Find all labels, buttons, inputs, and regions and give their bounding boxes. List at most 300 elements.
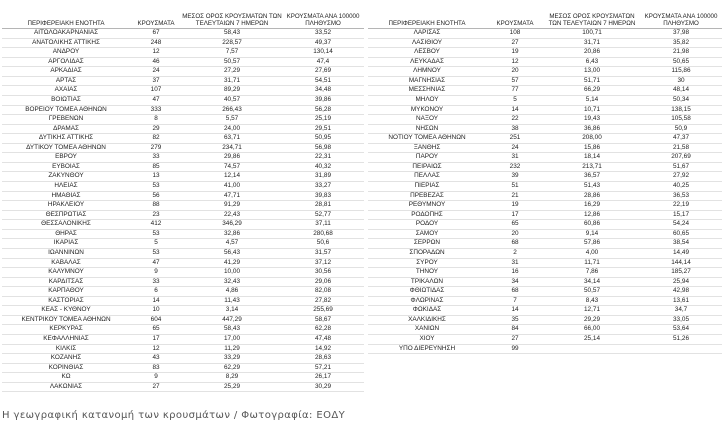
- table-row: [2, 344, 364, 354]
- cases-cell: 24: [486, 143, 544, 153]
- header-cases: ΚΡΟΥΣΜΑΤΑ: [130, 2, 182, 29]
- avg-7-days-cell: 12,71: [544, 306, 640, 316]
- per-100k-cell: 138,15: [640, 105, 722, 115]
- cases-cell: 51: [486, 182, 544, 192]
- table-row: [368, 29, 722, 39]
- table-row: [2, 258, 364, 268]
- avg-7-days-cell: 32,43: [182, 277, 282, 287]
- per-100k-cell: 51,67: [640, 162, 722, 172]
- table-row: [368, 172, 722, 182]
- table-row: [2, 287, 364, 297]
- region-cell: ΠΕΙΡΑΙΩΣ: [368, 162, 486, 172]
- avg-7-days-cell: 66,29: [544, 86, 640, 96]
- region-cell: ΚΑΛΥΜΝΟΥ: [2, 268, 130, 278]
- per-100k-cell: 29,51: [282, 124, 364, 134]
- region-cell: ΡΟΔΟΠΗΣ: [368, 210, 486, 220]
- cases-cell: 38: [486, 124, 544, 134]
- cases-cell: 10: [130, 306, 182, 316]
- region-cell: ΚΩ: [2, 373, 130, 383]
- table-row: [2, 86, 364, 96]
- region-cell: ΜΕΣΣΗΝΙΑΣ: [368, 86, 486, 96]
- table-row: [368, 306, 722, 316]
- table-row: [368, 325, 722, 335]
- table-row: [368, 258, 722, 268]
- cases-cell: 16: [486, 268, 544, 278]
- cases-cell: 27: [486, 38, 544, 48]
- cases-cell: 88: [130, 201, 182, 211]
- table-row: [2, 124, 364, 134]
- avg-7-days-cell: 9,14: [544, 229, 640, 239]
- cases-cell: 33: [130, 277, 182, 287]
- avg-7-days-cell: 63,71: [182, 134, 282, 144]
- region-cell: ΑΝΑΤΟΛΙΚΗΣ ΑΤΤΙΚΗΣ: [2, 38, 130, 48]
- avg-7-days-cell: 51,43: [544, 182, 640, 192]
- cases-cell: 20: [486, 229, 544, 239]
- per-100k-cell: 37,11: [282, 220, 364, 230]
- table-row: [368, 162, 722, 172]
- avg-7-days-cell: 57,86: [544, 239, 640, 249]
- region-cell: ΘΕΣΠΡΩΤΙΑΣ: [2, 210, 130, 220]
- per-100k-cell: 60,65: [640, 229, 722, 239]
- table-row: [368, 296, 722, 306]
- region-cell: ΛΕΥΚΑΔΑΣ: [368, 57, 486, 67]
- cases-cell: 107: [130, 86, 182, 96]
- cases-cell: 19: [486, 48, 544, 58]
- table-row: [2, 335, 364, 345]
- cases-cell: 14: [130, 296, 182, 306]
- cases-cell: 68: [486, 239, 544, 249]
- per-100k-cell: 27,82: [282, 296, 364, 306]
- table-row: [2, 95, 364, 105]
- avg-7-days-cell: 91,29: [182, 201, 282, 211]
- region-cell: ΒΟΙΩΤΙΑΣ: [2, 95, 130, 105]
- per-100k-cell: [640, 344, 722, 354]
- per-100k-cell: 27,69: [282, 67, 364, 77]
- table-row: [368, 315, 722, 325]
- region-cell: ΖΑΚΥΝΘΟΥ: [2, 172, 130, 182]
- table-row: [2, 182, 364, 192]
- cases-cell: 33: [130, 153, 182, 163]
- table-row: [2, 48, 364, 58]
- per-100k-cell: 49,37: [282, 38, 364, 48]
- table-row: [368, 105, 722, 115]
- table-row: [2, 115, 364, 125]
- per-100k-cell: 50,9: [640, 124, 722, 134]
- avg-7-days-cell: 5,57: [182, 115, 282, 125]
- per-100k-cell: 207,69: [640, 153, 722, 163]
- cases-cell: 5: [130, 239, 182, 249]
- cases-cell: 21: [486, 191, 544, 201]
- region-cell: ΣΑΜΟΥ: [368, 229, 486, 239]
- cases-cell: 17: [486, 210, 544, 220]
- per-100k-cell: 115,86: [640, 67, 722, 77]
- table-row: [368, 124, 722, 134]
- region-cell: ΚΑΡΠΑΘΟΥ: [2, 287, 130, 297]
- avg-7-days-cell: 3,14: [182, 306, 282, 316]
- per-100k-cell: 13,61: [640, 296, 722, 306]
- per-100k-cell: 185,27: [640, 268, 722, 278]
- region-cell: ΘΕΣΣΑΛΟΝΙΚΗΣ: [2, 220, 130, 230]
- region-cell: ΕΒΡΟΥ: [2, 153, 130, 163]
- table-row: [368, 229, 722, 239]
- per-100k-cell: 14,92: [282, 344, 364, 354]
- avg-7-days-cell: 10,71: [544, 105, 640, 115]
- avg-7-days-cell: 13,00: [544, 67, 640, 77]
- table-row: [2, 162, 364, 172]
- region-cell: ΗΡΑΚΛΕΙΟΥ: [2, 201, 130, 211]
- per-100k-cell: 30,56: [282, 268, 364, 278]
- avg-7-days-cell: 447,29: [182, 315, 282, 325]
- region-cell: ΚΕΑΣ - ΚΥΘΝΟΥ: [2, 306, 130, 316]
- per-100k-cell: 34,48: [282, 86, 364, 96]
- region-cell: ΛΗΜΝΟΥ: [368, 67, 486, 77]
- table-row: [368, 95, 722, 105]
- cases-cell: 251: [486, 134, 544, 144]
- cases-cell: 56: [130, 191, 182, 201]
- cases-cell: 65: [130, 325, 182, 335]
- region-cell: ΑΡΓΟΛΙΔΑΣ: [2, 57, 130, 67]
- header-cases: ΚΡΟΥΣΜΑΤΑ: [486, 2, 544, 29]
- table-row: [2, 67, 364, 77]
- per-100k-cell: 22,31: [282, 153, 364, 163]
- per-100k-cell: 31,57: [282, 248, 364, 258]
- per-100k-cell: 34,7: [640, 306, 722, 316]
- avg-7-days-cell: 29,86: [182, 153, 282, 163]
- region-cell: ΔΥΤΙΚΗΣ ΑΤΤΙΚΗΣ: [2, 134, 130, 144]
- region-cell: ΤΡΙΚΑΛΩΝ: [368, 277, 486, 287]
- per-100k-cell: 130,14: [282, 48, 364, 58]
- region-cell: ΥΠΟ ΔΙΕΡΕΥΝΗΣΗ: [368, 344, 486, 354]
- cases-cell: 35: [486, 315, 544, 325]
- avg-7-days-cell: 25,14: [544, 335, 640, 345]
- per-100k-cell: 28,81: [282, 201, 364, 211]
- cases-cell: 22: [486, 115, 544, 125]
- region-cell: ΡΟΔΟΥ: [368, 220, 486, 230]
- cases-cell: 47: [130, 95, 182, 105]
- table-row: [2, 210, 364, 220]
- table-row: [2, 57, 364, 67]
- per-100k-cell: 31,89: [282, 172, 364, 182]
- table-row: [2, 143, 364, 153]
- left-table-body: [2, 29, 364, 392]
- avg-7-days-cell: 31,71: [182, 76, 282, 86]
- per-100k-cell: 39,83: [282, 191, 364, 201]
- cases-cell: 43: [130, 354, 182, 364]
- per-100k-cell: 56,98: [282, 143, 364, 153]
- per-100k-cell: 42,98: [640, 287, 722, 297]
- avg-7-days-cell: 66,00: [544, 325, 640, 335]
- region-cell: ΚΕΦΑΛΛΗΝΙΑΣ: [2, 335, 130, 345]
- cases-cell: 5: [486, 95, 544, 105]
- per-100k-cell: 54,51: [282, 76, 364, 86]
- region-cell: ΞΑΝΘΗΣ: [368, 143, 486, 153]
- per-100k-cell: 25,94: [640, 277, 722, 287]
- cases-cell: 23: [130, 210, 182, 220]
- region-cell: ΑΧΑΪΑΣ: [2, 86, 130, 96]
- cases-cell: 333: [130, 105, 182, 115]
- avg-7-days-cell: 10,00: [182, 268, 282, 278]
- table-row: [2, 239, 364, 249]
- avg-7-days-cell: 29,29: [544, 315, 640, 325]
- header-avg-7-days: ΜΕΣΟΣ ΟΡΟΣ ΚΡΟΥΣΜΑΤΩΝ ΤΩΝ ΤΕΛΕΥΤΑΙΩΝ 7 ΗΜΕΡΩΝ: [182, 2, 282, 29]
- table-row: [2, 382, 364, 392]
- cases-cell: 39: [486, 172, 544, 182]
- per-100k-cell: 40,32: [282, 162, 364, 172]
- cases-cell: 108: [486, 29, 544, 39]
- cases-cell: 232: [486, 162, 544, 172]
- avg-7-days-cell: 7,86: [544, 268, 640, 278]
- cases-cell: 279: [130, 143, 182, 153]
- region-cell: ΛΑΚΩΝΙΑΣ: [2, 382, 130, 392]
- region-cell: ΕΥΒΟΙΑΣ: [2, 162, 130, 172]
- table-header-row: [368, 2, 722, 29]
- avg-7-days-cell: 8,29: [182, 373, 282, 383]
- cases-cell: 31: [486, 258, 544, 268]
- cases-cell: 46: [130, 57, 182, 67]
- cases-cell: 24: [130, 67, 182, 77]
- per-100k-cell: 50,65: [640, 57, 722, 67]
- table-row: [2, 134, 364, 144]
- region-cell: ΧΙΟΥ: [368, 335, 486, 345]
- table-row: [2, 29, 364, 39]
- per-100k-cell: 57,21: [282, 363, 364, 373]
- table-row: [368, 182, 722, 192]
- region-cell: ΤΗΝΟΥ: [368, 268, 486, 278]
- header-per-100k: ΚΡΟΥΣΜΑΤΑ ΑΝΑ 100000 ΠΛΗΘΥΣΜΟ: [640, 2, 722, 29]
- region-cell: ΛΑΣΙΘΙΟΥ: [368, 38, 486, 48]
- region-cell: ΚΙΛΚΙΣ: [2, 344, 130, 354]
- region-cell: ΚΑΒΑΛΑΣ: [2, 258, 130, 268]
- per-100k-cell: 47,48: [282, 335, 364, 345]
- avg-7-days-cell: 40,57: [182, 95, 282, 105]
- cases-cell: 99: [486, 344, 544, 354]
- avg-7-days-cell: 89,29: [182, 86, 282, 96]
- avg-7-days-cell: 11,29: [182, 344, 282, 354]
- per-100k-cell: 29,06: [282, 277, 364, 287]
- cases-cell: 14: [486, 105, 544, 115]
- table-row: [368, 191, 722, 201]
- cases-cell: 412: [130, 220, 182, 230]
- table-row: [368, 287, 722, 297]
- table-row: [2, 315, 364, 325]
- per-100k-cell: 48,14: [640, 86, 722, 96]
- per-100k-cell: 22,19: [640, 201, 722, 211]
- per-100k-cell: 255,69: [282, 306, 364, 316]
- table-row: [368, 134, 722, 144]
- per-100k-cell: 15,17: [640, 210, 722, 220]
- cases-cell: 37: [130, 76, 182, 86]
- per-100k-cell: 37,98: [640, 29, 722, 39]
- header-avg-7-days: ΜΕΣΟΣ ΟΡΟΣ ΚΡΟΥΣΜΑΤΩΝ ΤΩΝ ΤΕΛΕΥΤΑΙΩΝ 7 ΗΜΕΡΩΝ: [544, 2, 640, 29]
- table-row: [368, 335, 722, 345]
- per-100k-cell: 33,05: [640, 315, 722, 325]
- table-row: [368, 153, 722, 163]
- per-100k-cell: 25,19: [282, 115, 364, 125]
- region-cell: ΧΑΛΚΙΔΙΚΗΣ: [368, 315, 486, 325]
- avg-7-days-cell: 32,86: [182, 229, 282, 239]
- region-cell: ΡΕΘΥΜΝΟΥ: [368, 201, 486, 211]
- avg-7-days-cell: 74,57: [182, 162, 282, 172]
- table-row: [2, 172, 364, 182]
- region-cell: ΦΛΩΡΙΝΑΣ: [368, 296, 486, 306]
- avg-7-days-cell: 18,14: [544, 153, 640, 163]
- avg-7-days-cell: 22,43: [182, 210, 282, 220]
- per-100k-cell: 53,64: [640, 325, 722, 335]
- per-100k-cell: 56,28: [282, 105, 364, 115]
- avg-7-days-cell: 11,43: [182, 296, 282, 306]
- avg-7-days-cell: 19,43: [544, 115, 640, 125]
- avg-7-days-cell: 36,57: [544, 172, 640, 182]
- region-cell: ΔΡΑΜΑΣ: [2, 124, 130, 134]
- table-row: [368, 86, 722, 96]
- table-row: [368, 48, 722, 58]
- cases-cell: 19: [486, 201, 544, 211]
- per-100k-cell: 30,29: [282, 382, 364, 392]
- avg-7-days-cell: 228,57: [182, 38, 282, 48]
- table-row: [2, 76, 364, 86]
- region-cell: ΛΕΣΒΟΥ: [368, 48, 486, 58]
- avg-7-days-cell: 12,86: [544, 210, 640, 220]
- avg-7-days-cell: 47,71: [182, 191, 282, 201]
- region-cell: ΚΑΣΤΟΡΙΑΣ: [2, 296, 130, 306]
- per-100k-cell: 30: [640, 76, 722, 86]
- table-row: [2, 373, 364, 383]
- region-cell: ΚΑΡΔΙΤΣΑΣ: [2, 277, 130, 287]
- region-cell: ΣΕΡΡΩΝ: [368, 239, 486, 249]
- cases-cell: 27: [130, 382, 182, 392]
- per-100k-cell: 50,6: [282, 239, 364, 249]
- cases-cell: 57: [486, 76, 544, 86]
- cases-cell: 20: [486, 67, 544, 77]
- table-row: [368, 210, 722, 220]
- region-cell: ΑΝΔΡΟΥ: [2, 48, 130, 58]
- header-region: ΠΕΡΙΦΕΡΕΙΑΚΗ ΕΝΟΤΗΤΑ: [368, 2, 486, 29]
- table-row: [368, 57, 722, 67]
- cases-cell: 29: [130, 124, 182, 134]
- cases-cell: 85: [130, 162, 182, 172]
- avg-7-days-cell: 7,57: [182, 48, 282, 58]
- table-row: [2, 277, 364, 287]
- table-row: [368, 220, 722, 230]
- avg-7-days-cell: [544, 344, 640, 354]
- avg-7-days-cell: 36,86: [544, 124, 640, 134]
- per-100k-cell: 47,4: [282, 57, 364, 67]
- region-cell: ΠΡΕΒΕΖΑΣ: [368, 191, 486, 201]
- region-cell: ΜΗΛΟΥ: [368, 95, 486, 105]
- table-row: [368, 115, 722, 125]
- region-cell: ΙΚΑΡΙΑΣ: [2, 239, 130, 249]
- region-cell: ΝΗΣΩΝ: [368, 124, 486, 134]
- header-region: ΠΕΡΙΦΕΡΕΙΑΚΗ ΕΝΟΤΗΤΑ: [2, 2, 130, 29]
- avg-7-days-cell: 17,00: [182, 335, 282, 345]
- avg-7-days-cell: 15,86: [544, 143, 640, 153]
- region-cell: ΛΑΡΙΣΑΣ: [368, 29, 486, 39]
- cases-cell: 604: [130, 315, 182, 325]
- region-cell: ΒΟΡΕΙΟΥ ΤΟΜΕΑ ΑΘΗΝΩΝ: [2, 105, 130, 115]
- per-100k-cell: 36,53: [640, 191, 722, 201]
- avg-7-days-cell: 24,00: [182, 124, 282, 134]
- cases-cell: 68: [486, 287, 544, 297]
- table-row: [368, 268, 722, 278]
- table-row: [2, 268, 364, 278]
- cases-cell: 12: [486, 57, 544, 67]
- cases-cell: 14: [486, 306, 544, 316]
- cases-cell: 27: [486, 335, 544, 345]
- table-row: [2, 201, 364, 211]
- avg-7-days-cell: 28,86: [544, 191, 640, 201]
- table-row: [368, 248, 722, 258]
- avg-7-days-cell: 4,57: [182, 239, 282, 249]
- per-100k-cell: 35,82: [640, 38, 722, 48]
- region-cell: ΠΑΡΟΥ: [368, 153, 486, 163]
- avg-7-days-cell: 62,29: [182, 363, 282, 373]
- table-row: [368, 344, 722, 354]
- per-100k-cell: 26,17: [282, 373, 364, 383]
- avg-7-days-cell: 27,29: [182, 67, 282, 77]
- region-cell: ΑΡΚΑΔΙΑΣ: [2, 67, 130, 77]
- cases-cell: 83: [130, 363, 182, 373]
- avg-7-days-cell: 208,00: [544, 134, 640, 144]
- per-100k-cell: 28,63: [282, 354, 364, 364]
- avg-7-days-cell: 60,86: [544, 220, 640, 230]
- per-100k-cell: 82,08: [282, 287, 364, 297]
- right-table-body: [368, 29, 722, 354]
- region-cell: ΣΥΡΟΥ: [368, 258, 486, 268]
- avg-7-days-cell: 34,14: [544, 277, 640, 287]
- per-100k-cell: 14,49: [640, 248, 722, 258]
- per-100k-cell: 33,52: [282, 29, 364, 39]
- cases-cell: 34: [486, 277, 544, 287]
- cases-cell: 12: [130, 48, 182, 58]
- cases-cell: 53: [130, 182, 182, 192]
- avg-7-days-cell: 16,29: [544, 201, 640, 211]
- region-cell: ΓΡΕΒΕΝΩΝ: [2, 115, 130, 125]
- table-row: [2, 191, 364, 201]
- per-100k-cell: 33,27: [282, 182, 364, 192]
- cases-cell: 12: [130, 344, 182, 354]
- cases-cell: 248: [130, 38, 182, 48]
- avg-7-days-cell: 213,71: [544, 162, 640, 172]
- region-cell: ΦΩΚΙΔΑΣ: [368, 306, 486, 316]
- table-row: [368, 201, 722, 211]
- cases-cell: 65: [486, 220, 544, 230]
- avg-7-days-cell: 58,43: [182, 325, 282, 335]
- avg-7-days-cell: 11,71: [544, 258, 640, 268]
- per-100k-cell: 105,58: [640, 115, 722, 125]
- cases-cell: 53: [130, 229, 182, 239]
- per-100k-cell: 47,37: [640, 134, 722, 144]
- per-100k-cell: 37,12: [282, 258, 364, 268]
- table-row: [2, 153, 364, 163]
- avg-7-days-cell: 5,14: [544, 95, 640, 105]
- per-100k-cell: 62,28: [282, 325, 364, 335]
- region-cell: ΜΑΓΝΗΣΙΑΣ: [368, 76, 486, 86]
- per-100k-cell: 50,34: [640, 95, 722, 105]
- table-row: [368, 277, 722, 287]
- region-cell: ΚΟΖΑΝΗΣ: [2, 354, 130, 364]
- cases-cell: 6: [130, 287, 182, 297]
- cases-cell: 31: [486, 153, 544, 163]
- left-case-table: [2, 2, 364, 392]
- cases-cell: 8: [130, 115, 182, 125]
- cases-cell: 13: [130, 172, 182, 182]
- cases-cell: 47: [130, 258, 182, 268]
- table-row: [2, 38, 364, 48]
- avg-7-days-cell: 234,71: [182, 143, 282, 153]
- region-cell: ΠΙΕΡΙΑΣ: [368, 182, 486, 192]
- per-100k-cell: 144,14: [640, 258, 722, 268]
- table-row: [2, 105, 364, 115]
